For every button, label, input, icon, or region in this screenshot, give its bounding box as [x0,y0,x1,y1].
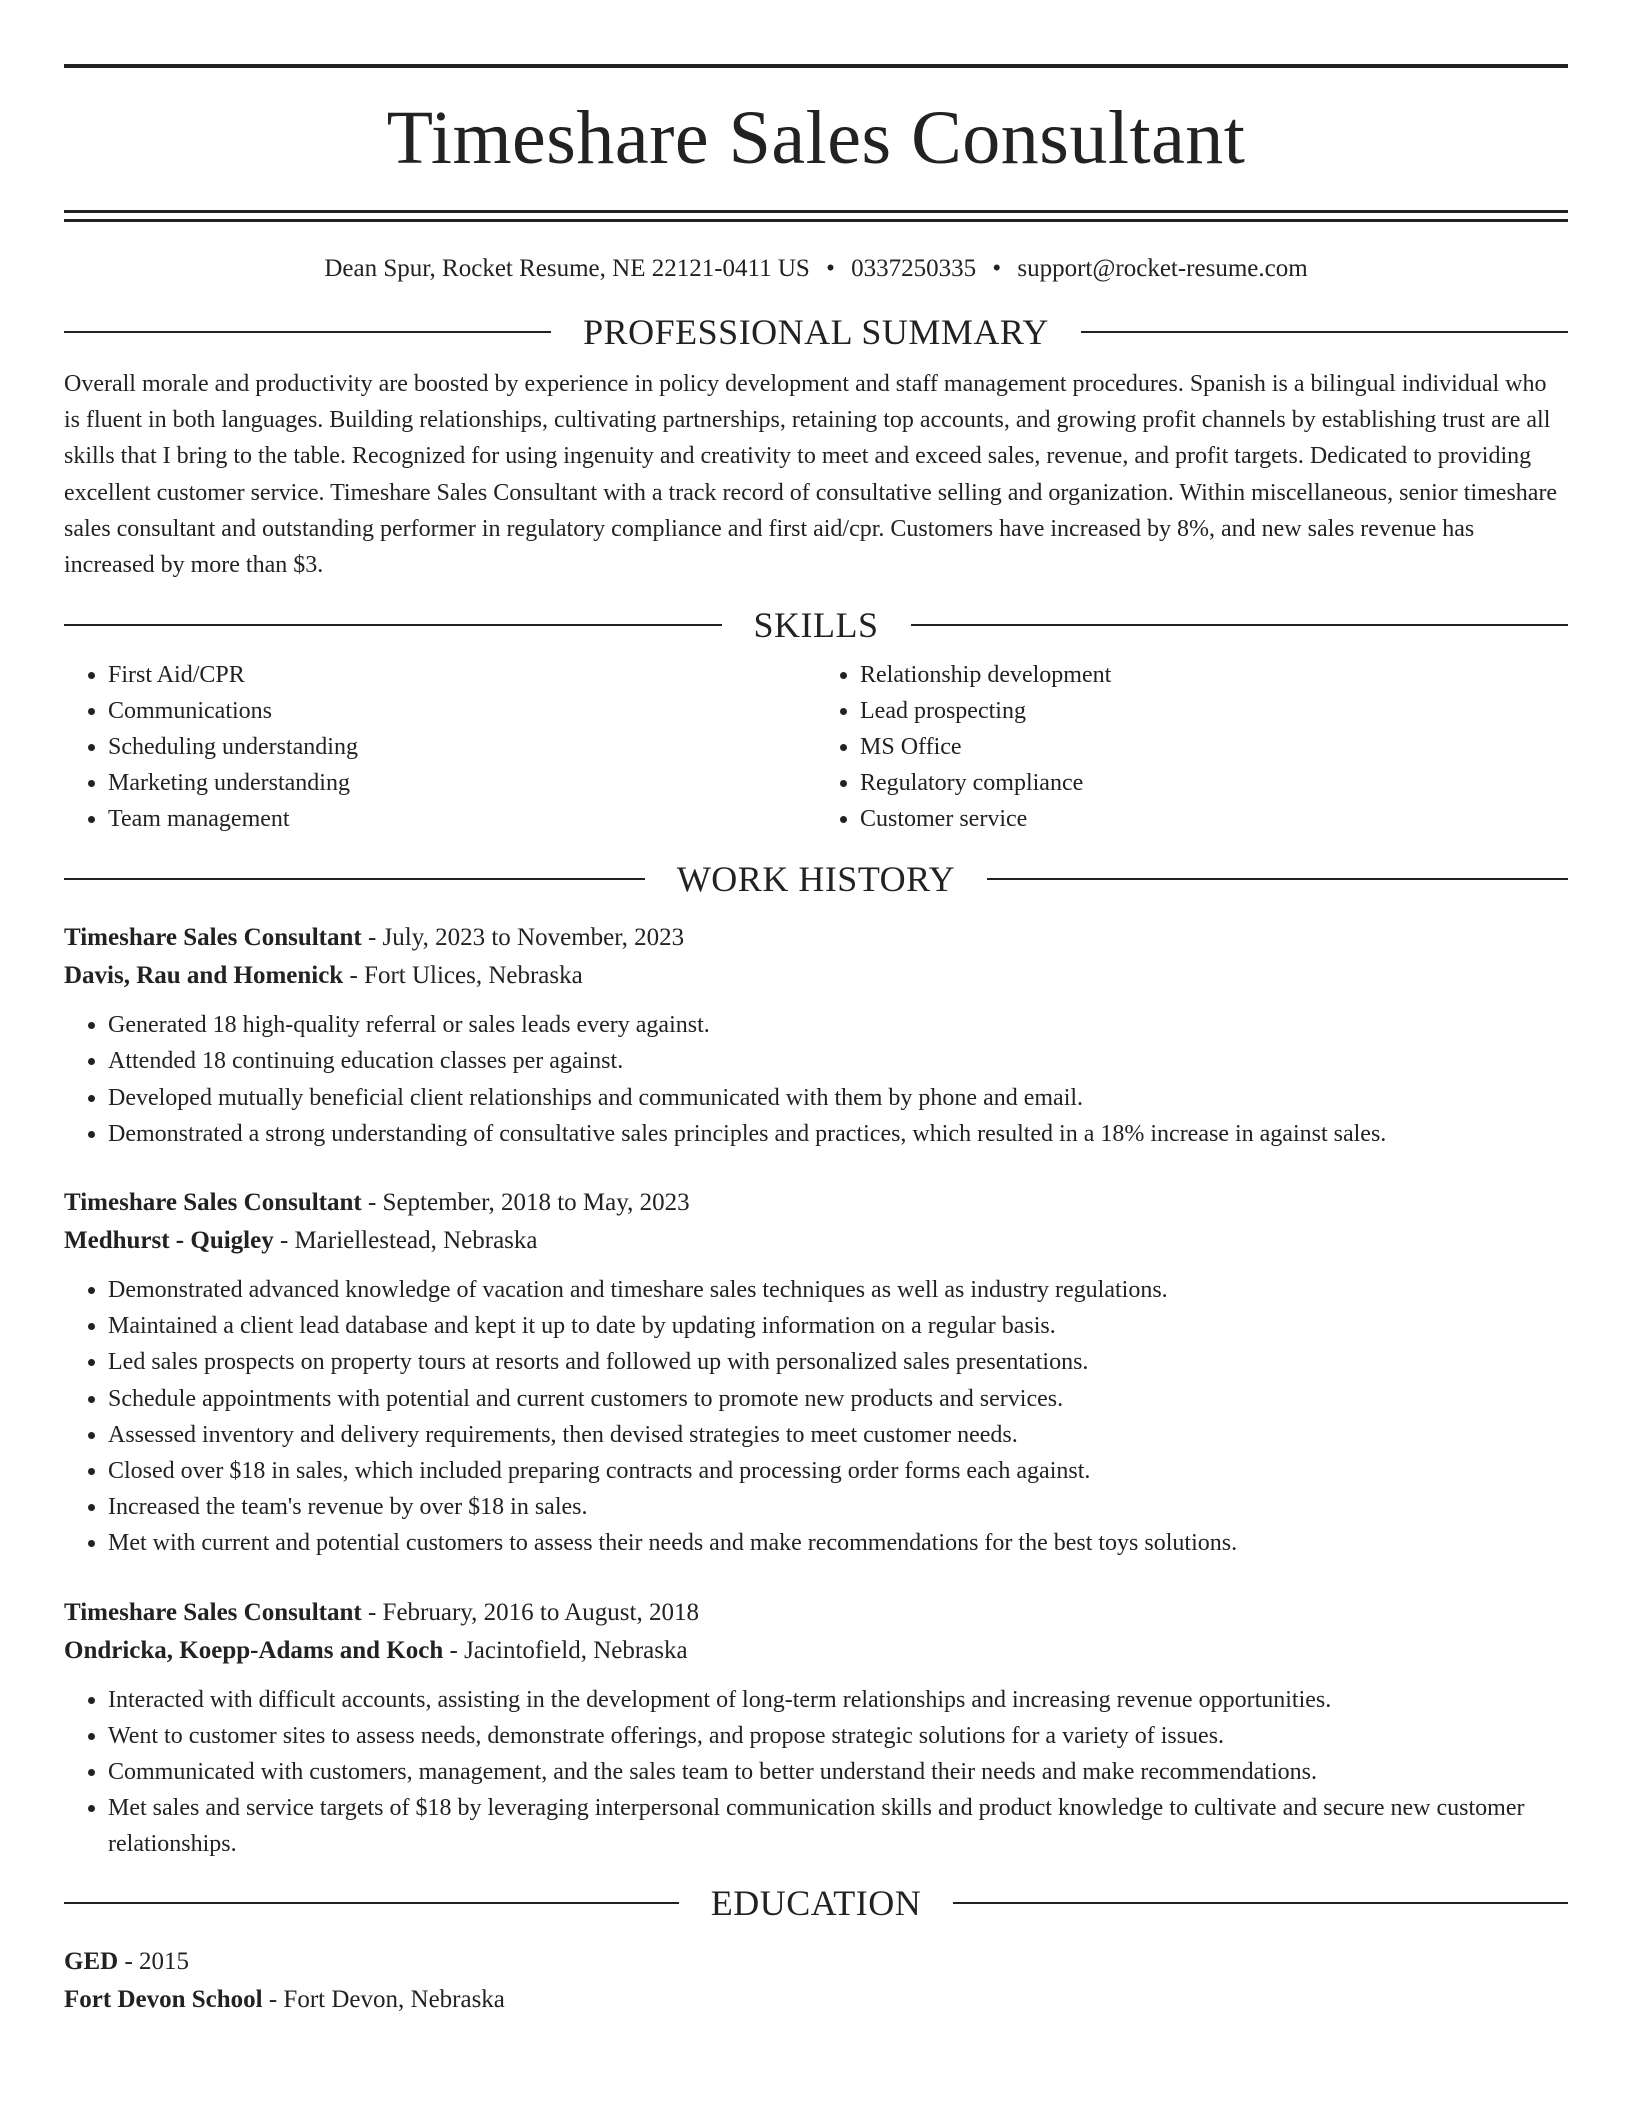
job-title: Timeshare Sales Consultant [64,1598,362,1626]
section-title: EDUCATION [710,1882,922,1923]
job-company-line [64,1222,1568,1260]
divider-line [1081,331,1568,333]
job-company: Medhurst - Quigley [64,1227,274,1255]
job-bullet: • Schedule appointments with potential and current customers to promote new products and services. [108,1381,1568,1417]
job-bullet: • Met sales and service targets of $18 by leveraging interpersonal communication skills and product knowledge to cultivate and secure new customer relationships. [108,1790,1568,1862]
job-bullet: • Maintained a client lead database and kept it up to date by updating information on a regular basis. [108,1308,1568,1344]
education-degree: GED [64,1947,119,1975]
contact-phone: 0337250335 [851,255,977,282]
job-entry [64,1594,1568,1863]
section-heading-work [64,857,1568,901]
skill-item: • Marketing understanding [108,765,816,801]
education-school-line [64,1981,1568,2019]
job-entry [64,1184,1568,1562]
job-company: Davis, Rau and Homenick [64,962,344,990]
skill-item: • Regulatory compliance [860,765,1568,801]
job-title: Timeshare Sales Consultant [64,924,362,952]
header-top-rule [64,64,1568,68]
education-entry [64,1943,1568,2019]
job-title-line [64,1184,1568,1222]
skill-item: • First Aid/CPR [108,657,816,693]
job-bullets [64,1272,1568,1562]
divider-line [987,878,1568,880]
job-entry [64,919,1568,1152]
job-bullets [64,1007,1568,1152]
divider-line [64,1902,679,1904]
section-title: SKILLS [753,605,879,646]
job-location: - Mariellestead, Nebraska [273,1227,538,1255]
job-bullet: • Communicated with customers, management, and the sales team to better understand their needs and make recommendations. [108,1754,1568,1790]
divider-line [64,878,645,880]
job-title-line [64,919,1568,957]
skill-item: • Relationship development [860,657,1568,693]
divider-line [64,331,551,333]
divider-line [953,1902,1568,1904]
job-dates: - September, 2018 to May, 2023 [361,1189,690,1217]
divider-line [911,624,1569,626]
section-heading-education [64,1881,1568,1925]
job-company-line [64,1632,1568,1670]
resume-title: Timeshare Sales Consultant [386,96,1246,180]
job-bullet: • Closed over $18 in sales, which included preparing contracts and processing order forms each against. [108,1453,1568,1489]
job-title-line [64,1594,1568,1632]
contact-address: Dean Spur, Rocket Resume, NE 22121-0411 US [324,255,810,282]
contact-email: support@rocket-resume.com [1017,255,1308,282]
education-year: - 2015 [118,1947,190,1975]
section-heading-summary [64,310,1568,354]
skill-item: • Scheduling understanding [108,729,816,765]
skills-list [64,657,1568,837]
contact-separator: • [826,255,835,282]
contact-line [64,252,1568,286]
job-location: - Fort Ulices, Nebraska [343,962,583,990]
summary-text: Overall morale and productivity are boosted by experience in policy development and staff management procedures. Spanish is a bilingual individual who is fluent in both languages. Building relationships, cultivating partnerships, retaining top accounts, and growing profit channels by establishing trust are all skills that I bring to the table. Recognized for using ingenuity and creativity to meet and exceed sales, revenue, and profit targets. Dedicated to providing excellent customer service. Timeshare Sales Consultant with a track record of consultative selling and organization. Within miscellaneous, senior timeshare sales consultant and outstanding performer in regulatory compliance and first aid/cpr. Customers have increased by 8%, and new sales revenue has increased by more than $3. [64,371,1558,579]
skill-item: • Lead prospecting [860,693,1568,729]
resume-page [64,64,1568,2019]
job-dates: - February, 2016 to August, 2018 [361,1598,699,1626]
divider-line [64,624,722,626]
skill-item: • Team management [108,801,816,837]
header-double-rule [64,210,1568,222]
job-title: Timeshare Sales Consultant [64,1189,362,1217]
job-bullet: • Developed mutually beneficial client relationships and communicated with them by phone and email. [108,1080,1568,1116]
job-dates: - July, 2023 to November, 2023 [361,924,685,952]
section-title: PROFESSIONAL SUMMARY [583,312,1049,352]
skills-column-right [816,657,1568,837]
skills-column-left [64,657,816,837]
education-location: - Fort Devon, Nebraska [262,1985,505,2013]
job-bullet: • Demonstrated advanced knowledge of vacation and timeshare sales techniques as well as industry regulations. [108,1272,1568,1308]
job-bullet: • Went to customer sites to assess needs, demonstrate offerings, and propose strategic solutions for a variety of issues. [108,1718,1568,1754]
job-bullet: • Generated 18 high-quality referral or sales leads every against. [108,1007,1568,1043]
contact-separator: • [992,255,1002,282]
skill-item: • MS Office [860,729,1568,765]
education-school: Fort Devon School [64,1985,263,2013]
job-bullet: • Interacted with difficult accounts, assisting in the development of long-term relationships and increasing revenue opportunities. [108,1682,1568,1718]
job-bullet: • Demonstrated a strong understanding of consultative sales principles and practices, which resulted in a 18% increase in against sales. [108,1116,1568,1152]
section-heading-skills [64,603,1568,647]
job-bullet: • Increased the team's revenue by over $18 in sales. [108,1489,1568,1525]
education-degree-line [64,1943,1568,1981]
job-bullet: • Led sales prospects on property tours at resorts and followed up with personalized sales presentations. [108,1344,1568,1380]
skill-item: • Communications [108,693,816,729]
job-bullet: • Met with current and potential customers to assess their needs and make recommendations for the best toys solutions. [108,1525,1568,1561]
job-location: - Jacintofield, Nebraska [443,1636,688,1664]
job-company-line [64,957,1568,995]
job-bullet: • Assessed inventory and delivery requirements, then devised strategies to meet customer needs. [108,1417,1568,1453]
job-bullets [64,1682,1568,1863]
skill-item: • Customer service [860,801,1568,837]
section-title: WORK HISTORY [676,859,956,900]
job-bullet: • Attended 18 continuing education classes per against. [108,1043,1568,1079]
job-company: Ondricka, Koepp-Adams and Koch [64,1636,444,1664]
